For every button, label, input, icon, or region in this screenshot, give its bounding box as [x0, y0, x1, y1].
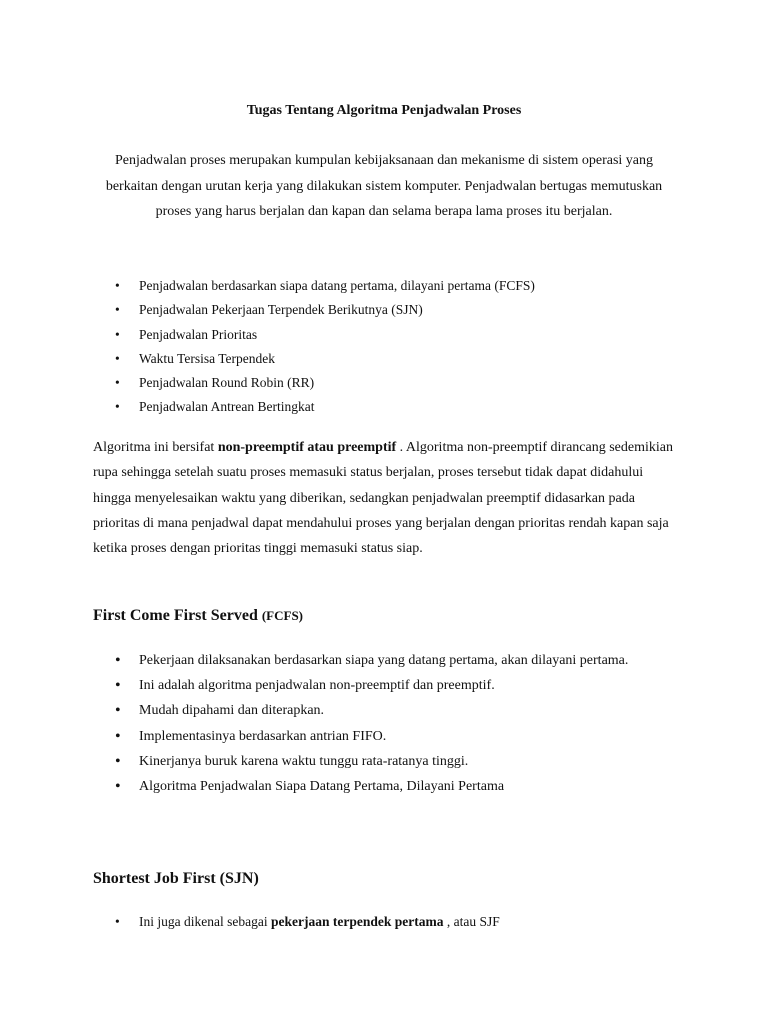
sjn-item-text-start: Ini juga dikenal sebagai: [139, 914, 271, 929]
paragraph-text-start: Algoritma ini bersifat: [93, 440, 218, 455]
paragraph-bold-term: non-preemptif atau preemptif: [217, 440, 397, 455]
list-item: • Mudah dipahami dan diterapkan.: [93, 698, 683, 723]
list-item: • Penjadwalan Antrean Bertingkat: [93, 395, 683, 419]
sjn-item-bold-term: pekerjaan terpendek pertama: [270, 914, 444, 929]
list-item: • Kinerjanya buruk karena waktu tunggu rata-ratanya tinggi.: [93, 749, 683, 774]
list-item: • Waktu Tersisa Terpendek: [93, 347, 683, 371]
list-item: • Pekerjaan dilaksanakan berdasarkan siapa yang datang pertama, akan dilayani pertama.: [93, 648, 683, 673]
fcfs-heading: [93, 604, 303, 628]
list-item: • Algoritma Penjadwalan Siapa Datang Pertama, Dilayani Pertama: [93, 774, 683, 799]
fcfs-heading-abbr: (FCFS): [261, 608, 304, 623]
list-item: • Penjadwalan Pekerjaan Terpendek Berikutnya (SJN): [93, 298, 683, 322]
document-title: Tugas Tentang Algoritma Penjadwalan Proses: [246, 103, 522, 118]
fcfs-heading-text: First Come First Served: [93, 607, 262, 624]
list-item: • Implementasinya berdasarkan antrian FIFO.: [93, 724, 683, 749]
sjn-item-text-end: , atau SJF: [443, 914, 500, 929]
list-item: • Ini adalah algoritma penjadwalan non-preemptif dan preemptif.: [93, 673, 683, 698]
algorithm-list: [93, 274, 683, 420]
paragraph-text-end: . Algoritma non-preemptif dirancang sedemikian rupa sehingga setelah suatu proses memasuki status berjalan, proses tersebut tidak dapat didahului hingga menyelesaikan waktu yang diberikan, sedangkan penjadwalan preemptif didasarkan pada prioritas di mana penjadwal dapat mendahului proses yang berjalan dengan prioritas rendah kapan saja ketika proses dengan prioritas tinggi memasuki status siap.: [93, 440, 673, 557]
preemption-paragraph: [93, 435, 673, 561]
list-item: • Penjadwalan berdasarkan siapa datang pertama, dilayani pertama (FCFS): [93, 274, 683, 298]
sjn-heading: Shortest Job First (SJN): [93, 870, 259, 887]
list-item: • Penjadwalan Round Robin (RR): [93, 371, 683, 395]
sjn-list: [93, 910, 683, 934]
intro-paragraph: Penjadwalan proses merupakan kumpulan kebijaksanaan dan mekanisme di sistem operasi yang berkaitan dengan urutan kerja yang dilakukan sistem komputer. Penjadwalan bertugas memutuskan proses yang harus berjalan dan kapan dan selama berapa lama proses itu berjalan.: [105, 153, 663, 219]
list-item: [93, 910, 683, 934]
fcfs-list: [93, 648, 683, 799]
list-item: • Penjadwalan Prioritas: [93, 323, 683, 347]
